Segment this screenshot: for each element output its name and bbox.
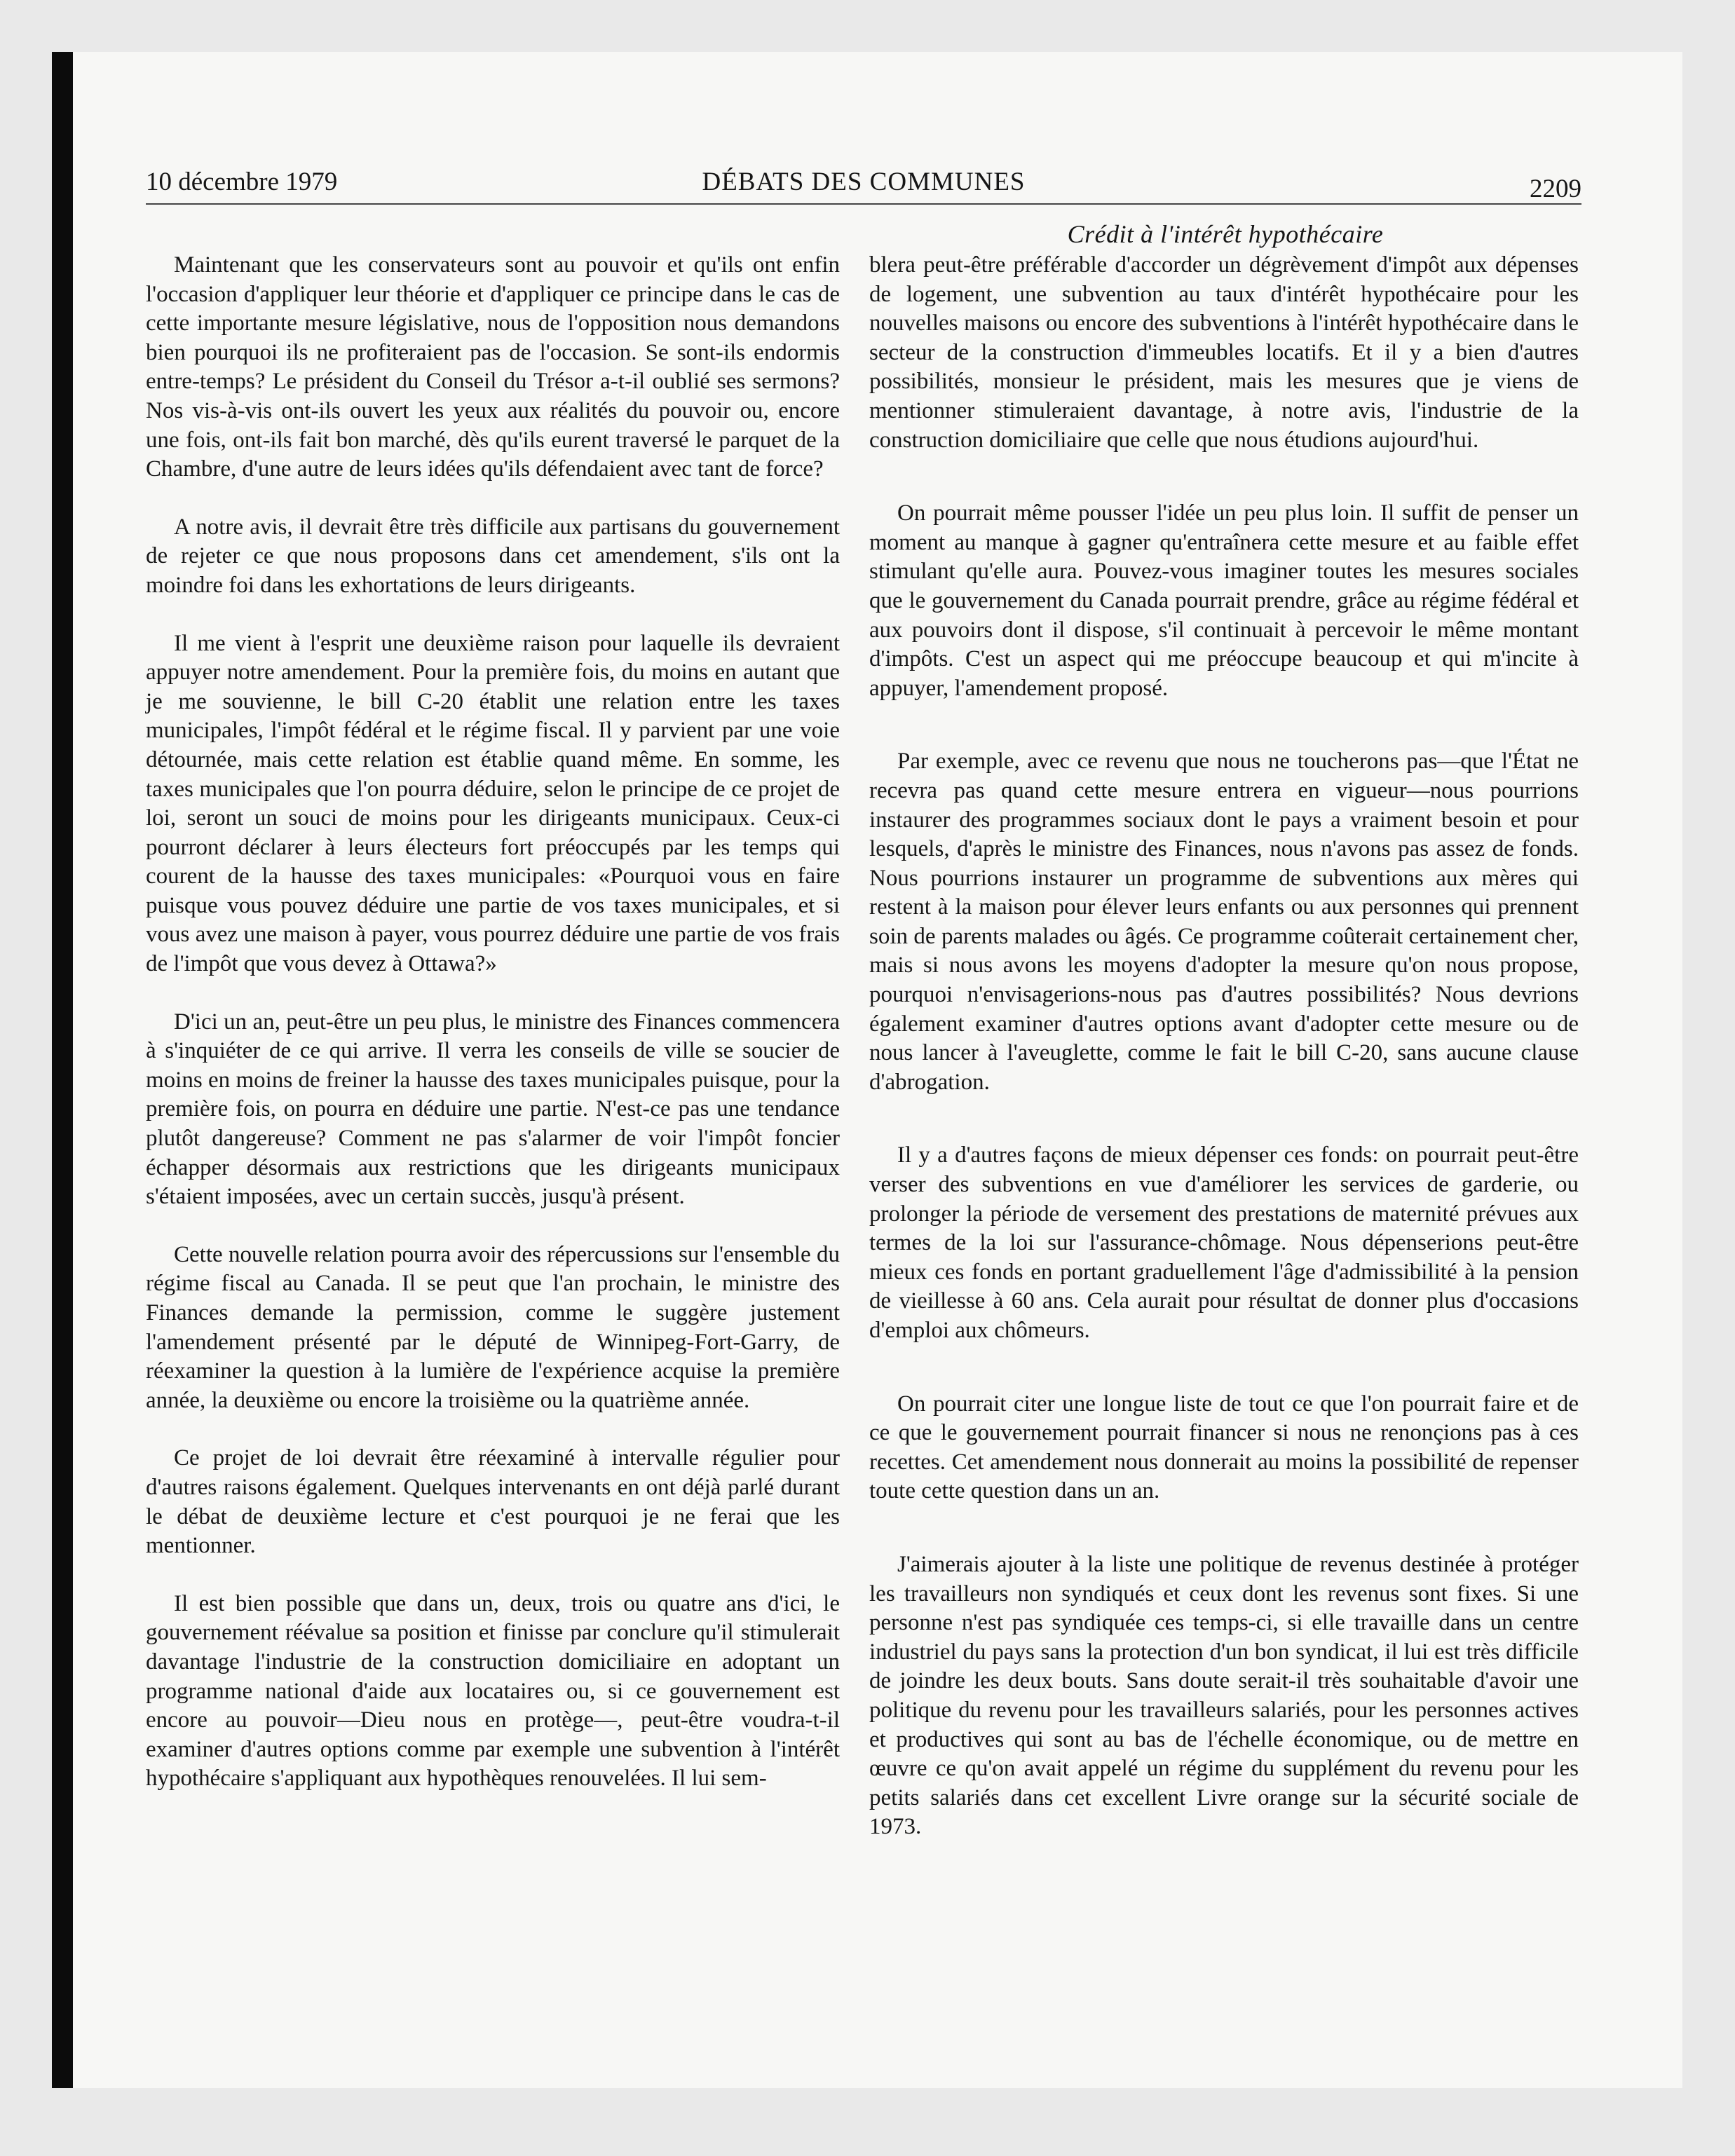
- header-date: 10 décembre 1979: [146, 168, 338, 196]
- paragraph-continued: blera peut-être préférable d'accorder un dégrèvement d'impôt aux dépenses de logement, une subvention au taux d'intérêt hypothécaire pour les nouvelles maisons ou encore des subventions à l'intérêt hypothécaire dans le secteur de la construction d'immeubles locatifs. Et il y a bien d'autres possibilités, monsieur le président, mais les mesures que je viens de mentionner stimuleraient davantage, à notre avis, l'industrie de la construction domiciliaire que celle que nous étudions aujourd'hui.: [869, 252, 1579, 453]
- paragraph: Par exemple, avec ce revenu que nous ne toucherons pas—que l'État ne recevra pas quand cette mesure entrera en vigueur—nous pourrions instaurer des programmes sociaux dont le pays a vraiment besoin et pour lesquels, d'après le ministre des Finances, nous n'avons pas assez de fonds. Nous pourrions instaurer un programme de subventions aux mères qui restent à la maison pour élever leurs enfants ou aux personnes qui prennent soin de parents malades ou âgés. Ce programme coûterait certainement cher, mais si nous avons les moyens d'adopter la mesure qu'on nous propose, pourquoi n'envisagerions-nous pas d'autres possibilités? Nous devrions également examiner d'autres options avant d'adopter cette mesure ou de nous lancer à l'aveuglette, comme le fait le bill C-20, sans aucune clause d'abrogation.: [869, 749, 1579, 1095]
- paragraph: Ce projet de loi devrait être réexaminé à intervalle régulier pour d'autres raisons également. Quelques intervenants en ont déjà parlé durant le débat de deuxième lecture et c'est pourquoi je ne ferai que les mentionner.: [146, 1445, 840, 1559]
- page-header: [146, 161, 1581, 205]
- paragraph: J'aimerais ajouter à la liste une politique de revenus destinée à protéger les travailleurs non syndiqués et ceux dont les revenus sont fixes. Si une personne n'est pas syndiquée ces temps-ci, si elle travaille dans un centre industriel du pays sans la protection d'un bon syndicat, il lui est très difficile de joindre les deux bouts. Sans doute serait-il très souhaitable d'avoir une politique du revenu pour les travailleurs salariés, pour les personnes actives et productives qui sont au bas de l'échelle économique, ou de mettre en œuvre ce qu'on avait appelé un régime du supplément du revenu pour les petits salariés dans cet excellent Livre orange sur la sécurité sociale de 1973.: [869, 1551, 1579, 1840]
- paragraph: Il est bien possible que dans un, deux, trois ou quatre ans d'ici, le gouvernement réévalue sa position et finisse par conclure qu'il stimulerait davantage l'industrie de la construction domiciliaire en adoptant un programme national d'aide aux locataires ou, si ce gouvernement est encore au pouvoir—Dieu nous en protège—, peut-être voudra-t-il examiner d'autres options comme par exemple une subvention à l'intérêt hypothécaire s'appliquant aux hypothèques renouvelées. Il lui sem-: [146, 1590, 840, 1792]
- paragraph: A notre avis, il devrait être très difficile aux partisans du gouvernement de rejeter ce que nous proposons dans cet amendement, s'ils ont la moindre foi dans les exhortations de leurs dirigeants.: [146, 514, 840, 598]
- paragraph: Il y a d'autres façons de mieux dépenser ces fonds: on pourrait peut-être verser des subventions en vue d'améliorer les services de garderie, ou prolonger la période de versement des prestations de maternité prévues aux termes de la loi sur l'assurance-chômage. Nous dépenserions peut-être mieux ces fonds en portant graduellement l'âge d'admissibilité à la pension de vieillesse à 60 ans. Cela aurait pour résultat de donner plus d'occasions d'emploi aux chômeurs.: [869, 1142, 1579, 1343]
- paragraph: Maintenant que les conservateurs sont au pouvoir et qu'ils ont enfin l'occasion d'appliquer leur théorie et d'appliquer ce principe dans le cas de cette importante mesure législative, nous de l'opposition nous demandons bien pourquoi ils ne profiteraient pas de l'occasion. Se sont-ils endormis entre-temps? Le président du Conseil du Trésor a-t-il oublié ses sermons? Nos vis-à-vis ont-ils ouvert les yeux aux réalités du pouvoir ou, encore une fois, ont-ils fait bon marché, dès qu'ils eurent traversé le parquet de la Chambre, d'une autre de leurs idées qu'ils défendaient avec tant de force?: [146, 252, 840, 482]
- left-column: [146, 251, 840, 1822]
- paragraph: Cette nouvelle relation pourra avoir des répercussions sur l'ensemble du régime fiscal au Canada. Il se peut que l'an prochain, le ministre des Finances demande la permission, comme le suggère justement l'amendement présenté par le député de Winnipeg-Fort-Garry, de réexaminer la question à la lumière de l'expérience acquise la première année, la deuxième ou encore la troisième ou la quatrième année.: [146, 1241, 840, 1413]
- paragraph: On pourrait même pousser l'idée un peu plus loin. Il suffit de penser un moment au manque à gagner qu'entraînera cette mesure et au faible effet stimulant qu'elle aura. Pouvez-vous imaginer toutes les mesures sociales que le gouvernement du Canada pourrait prendre, grâce au régime fédéral et aux pouvoirs dont il dispose, s'il continuait à percevoir le même montant d'impôts. C'est un aspect qui me préoccupe beaucoup et qui m'incite à appuyer, l'amendement proposé.: [869, 500, 1579, 701]
- scan-edge: [52, 52, 73, 2088]
- right-column: [869, 251, 1579, 1886]
- subject-heading: Crédit à l'intérêt hypothécaire: [1067, 220, 1384, 248]
- page-number: 2209: [1530, 175, 1581, 203]
- paragraph: Il me vient à l'esprit une deuxième raison pour laquelle ils devraient appuyer notre amendement. Pour la première fois, du moins en autant que je me souvienne, le bill C-20 établit une relation entre les taxes municipales, l'impôt fédéral et le régime fiscal. Il y parvient par une voie détournée, mais cette relation est établie quand même. En somme, les taxes municipales que l'on pourra déduire, selon le principe de ce projet de loi, seront un souci de moins pour les dirigeants municipaux. Ceux-ci pourront déclarer à leurs électeurs fort préoccupés par les temps qui courent de la hausse des taxes municipales: «Pourquoi vous en faire puisque vous pouvez déduire une partie de vos taxes municipales, et si vous avez une maison à payer, vous pourrez déduire une partie de vos frais de l'impôt que vous devez à Ottawa?»: [146, 630, 840, 977]
- paragraph: On pourrait citer une longue liste de tout ce que l'on pourrait faire et de ce que le gouvernement pourrait financer si nous ne renonçions pas à ces recettes. Cet amendement nous donnerait au moins la possibilité de repenser toute cette question dans un an.: [869, 1391, 1579, 1504]
- header-title: DÉBATS DES COMMUNES: [702, 168, 1026, 196]
- paragraph: D'ici un an, peut-être un peu plus, le ministre des Finances commencera à s'inquiéter de ce qui arrive. Il verra les conseils de ville se soucier de moins en moins de freiner la hausse des taxes municipales puisque, pour la première fois, on pourra en déduire une partie. N'est-ce pas une tendance plutôt dangereuse? Comment ne pas s'alarmer de voir l'impôt foncier échapper désormais aux restrictions que les dirigeants municipaux s'étaient imposées, avec un certain succès, jusqu'à présent.: [146, 1009, 840, 1210]
